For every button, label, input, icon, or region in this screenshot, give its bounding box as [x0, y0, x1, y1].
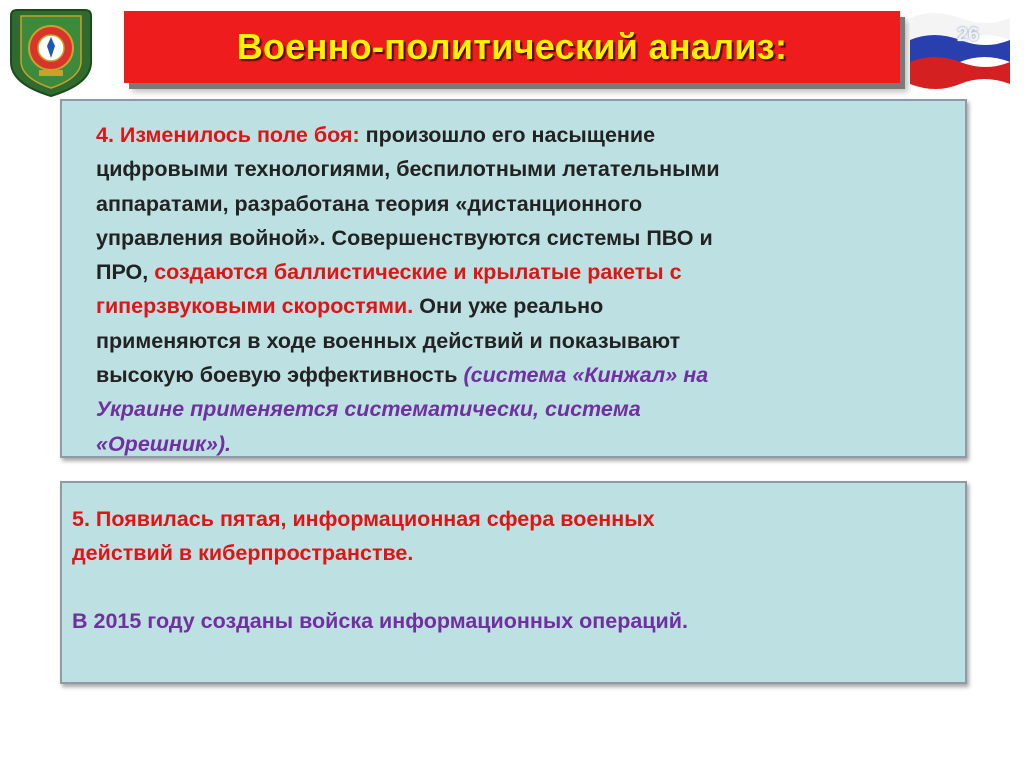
highlight-red: гиперзвуковыми скоростями. [96, 294, 414, 319]
text-fragment: высокую боевую эффективность [96, 363, 464, 388]
text-line: В 2015 году созданы войска информационных операций. [72, 609, 688, 633]
text-line [96, 289, 935, 323]
military-emblem-icon [5, 6, 97, 98]
text-fragment: Они уже реально [413, 294, 604, 319]
text-fragment: ПРО, [96, 260, 155, 285]
highlight-purple: (система «Кинжал» на [463, 363, 709, 388]
text-line: цифровыми технологиями, беспилотными летательными [96, 157, 720, 182]
content-box-information-sphere [60, 481, 967, 684]
text-line [96, 358, 935, 392]
text-line: управления войной». Совершенствуются системы ПВО и [96, 225, 713, 250]
slide-number: 26 [956, 24, 980, 46]
highlight-red: создаются баллистические и крылатые ракеты с [154, 260, 682, 285]
title-banner [124, 11, 900, 83]
text-line: 5. Появилась пятая, информационная сфера военных [72, 507, 655, 531]
text-line: применяются в ходе военных действий и показывают [96, 328, 681, 353]
page-title: Военно-политический анализ: [236, 26, 788, 67]
russian-flag-icon [904, 10, 1016, 94]
paragraph-gap [72, 570, 945, 604]
text-line: действий в киберпространстве. [72, 541, 414, 565]
text-line [96, 255, 935, 289]
text-line: Украине применяется систематически, система [96, 397, 641, 422]
text-line [96, 118, 935, 152]
battlefield-heading: 4. Изменилось поле боя: [96, 123, 360, 147]
text-line: «Орешник»). [96, 431, 231, 456]
text-fragment: произошло его насыщение [359, 123, 656, 147]
content-box-battlefield [60, 99, 967, 458]
text-line: аппаратами, разработана теория «дистанционного [96, 191, 643, 216]
